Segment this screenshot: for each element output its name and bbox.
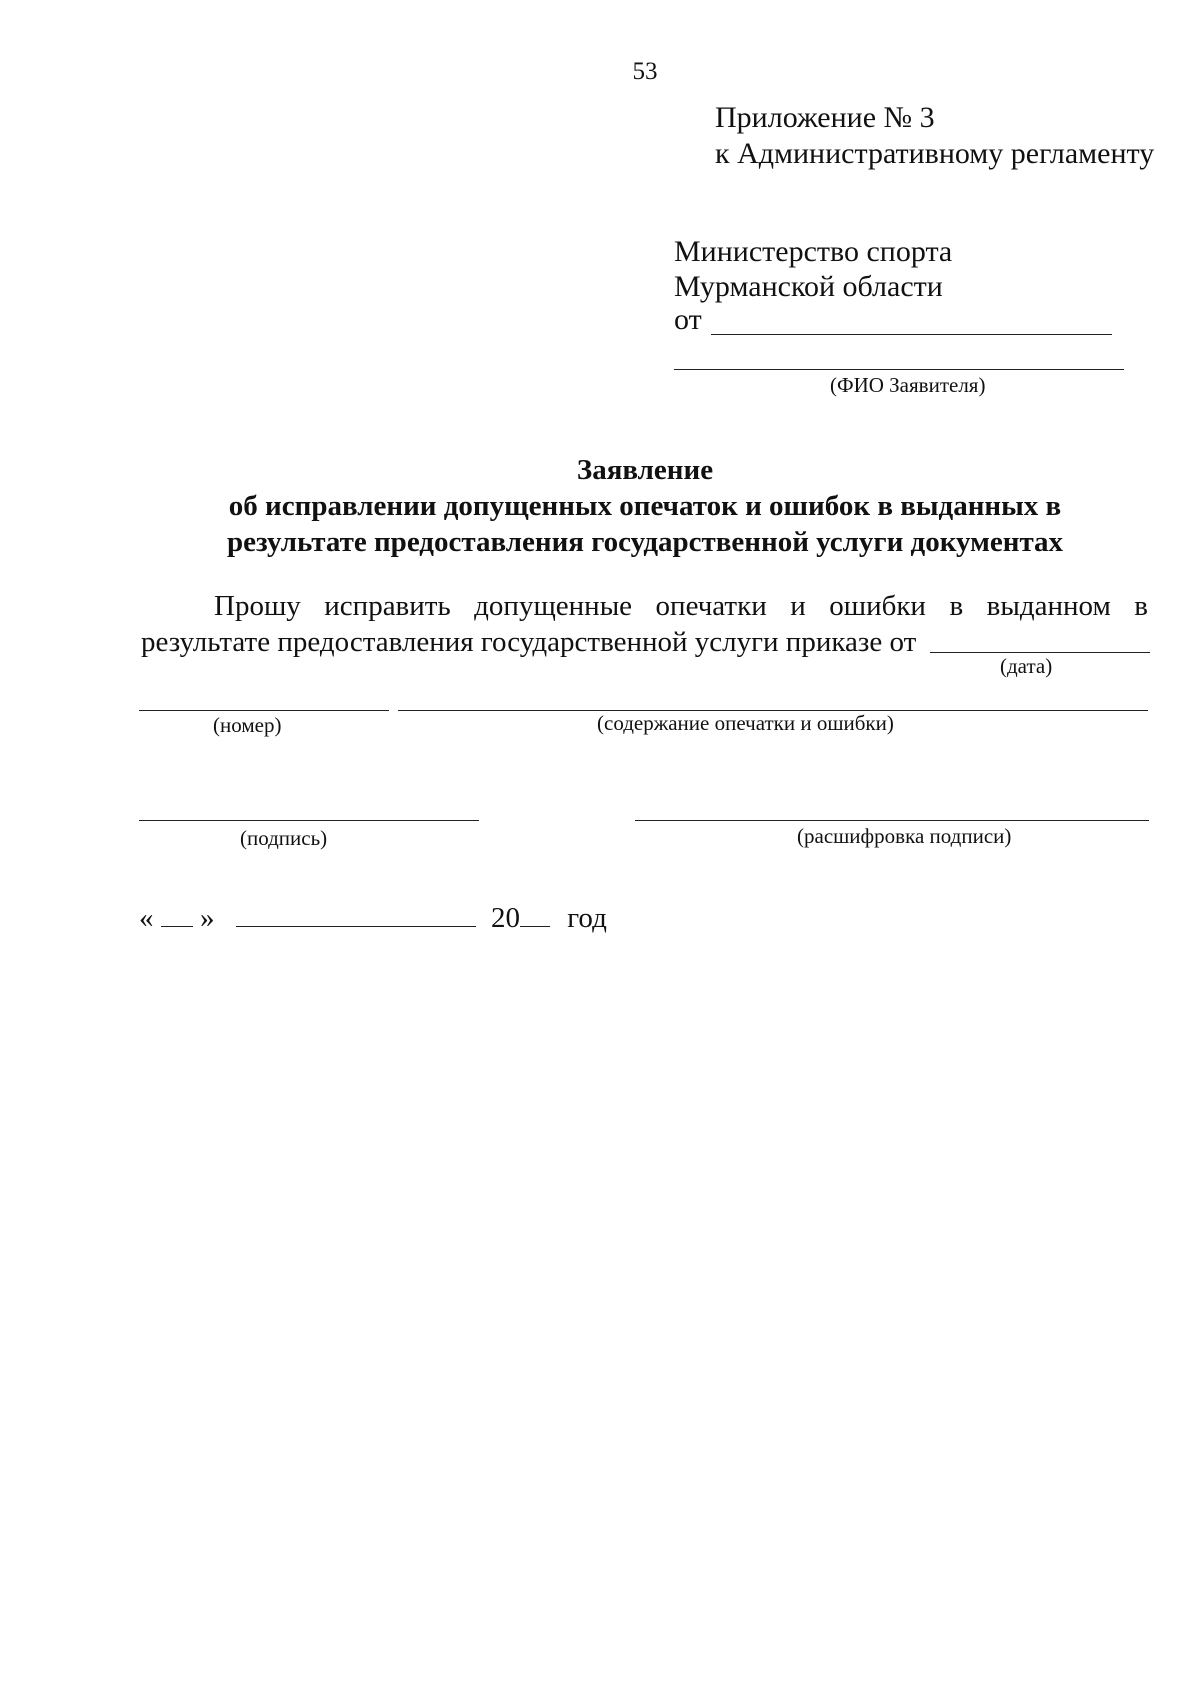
appendix-block [715,100,1154,172]
quote-open: « [139,902,154,934]
applicant-name-field-line-1[interactable] [711,334,1112,335]
date-row [139,902,607,935]
order-date-field[interactable] [930,652,1150,653]
statement-heading: Заявление [576,454,714,486]
appendix-title: Приложение № 3 [715,101,935,134]
month-field[interactable] [236,906,476,927]
order-number-field[interactable] [139,710,389,711]
signature-field[interactable] [139,820,479,821]
content-caption: (содержание опечатки и ошибки) [597,711,894,735]
from-label: от [674,303,702,336]
year-word: год [567,902,607,934]
statement-title-line-1: об исправлении допущенных опечаток и ошибок в выданных в [228,490,1062,522]
date-caption: (дата) [1000,654,1053,678]
year-field[interactable] [520,906,550,927]
applicant-caption: (ФИО Заявителя) [830,373,986,397]
request-text-line-1: Прошу исправить допущенные опечатки и ошибки в выданном в [214,590,1148,622]
recipient-line-2: Мурманской области [674,270,943,303]
page-number: 53 [632,58,658,85]
signature-decryption-field[interactable] [635,820,1149,821]
statement-title [0,452,1200,560]
century-text: 20 [491,902,520,934]
signature-caption: (подпись) [240,826,328,850]
signature-decryption-caption: (расшифровка подписи) [797,824,1012,848]
applicant-name-field-line-2[interactable] [674,369,1124,370]
appendix-subtitle: к Административному регламенту [715,137,1155,170]
day-field[interactable] [161,906,193,927]
recipient-block [674,234,952,304]
number-caption: (номер) [213,713,282,737]
statement-title-line-2: результате предоставления государственной услуги документах [226,526,1064,558]
quote-close: » [200,902,215,934]
recipient-line-1: Министерство спорта [674,235,953,268]
request-text-line-2: результате предоставления государственной услуги приказе от [141,626,917,658]
